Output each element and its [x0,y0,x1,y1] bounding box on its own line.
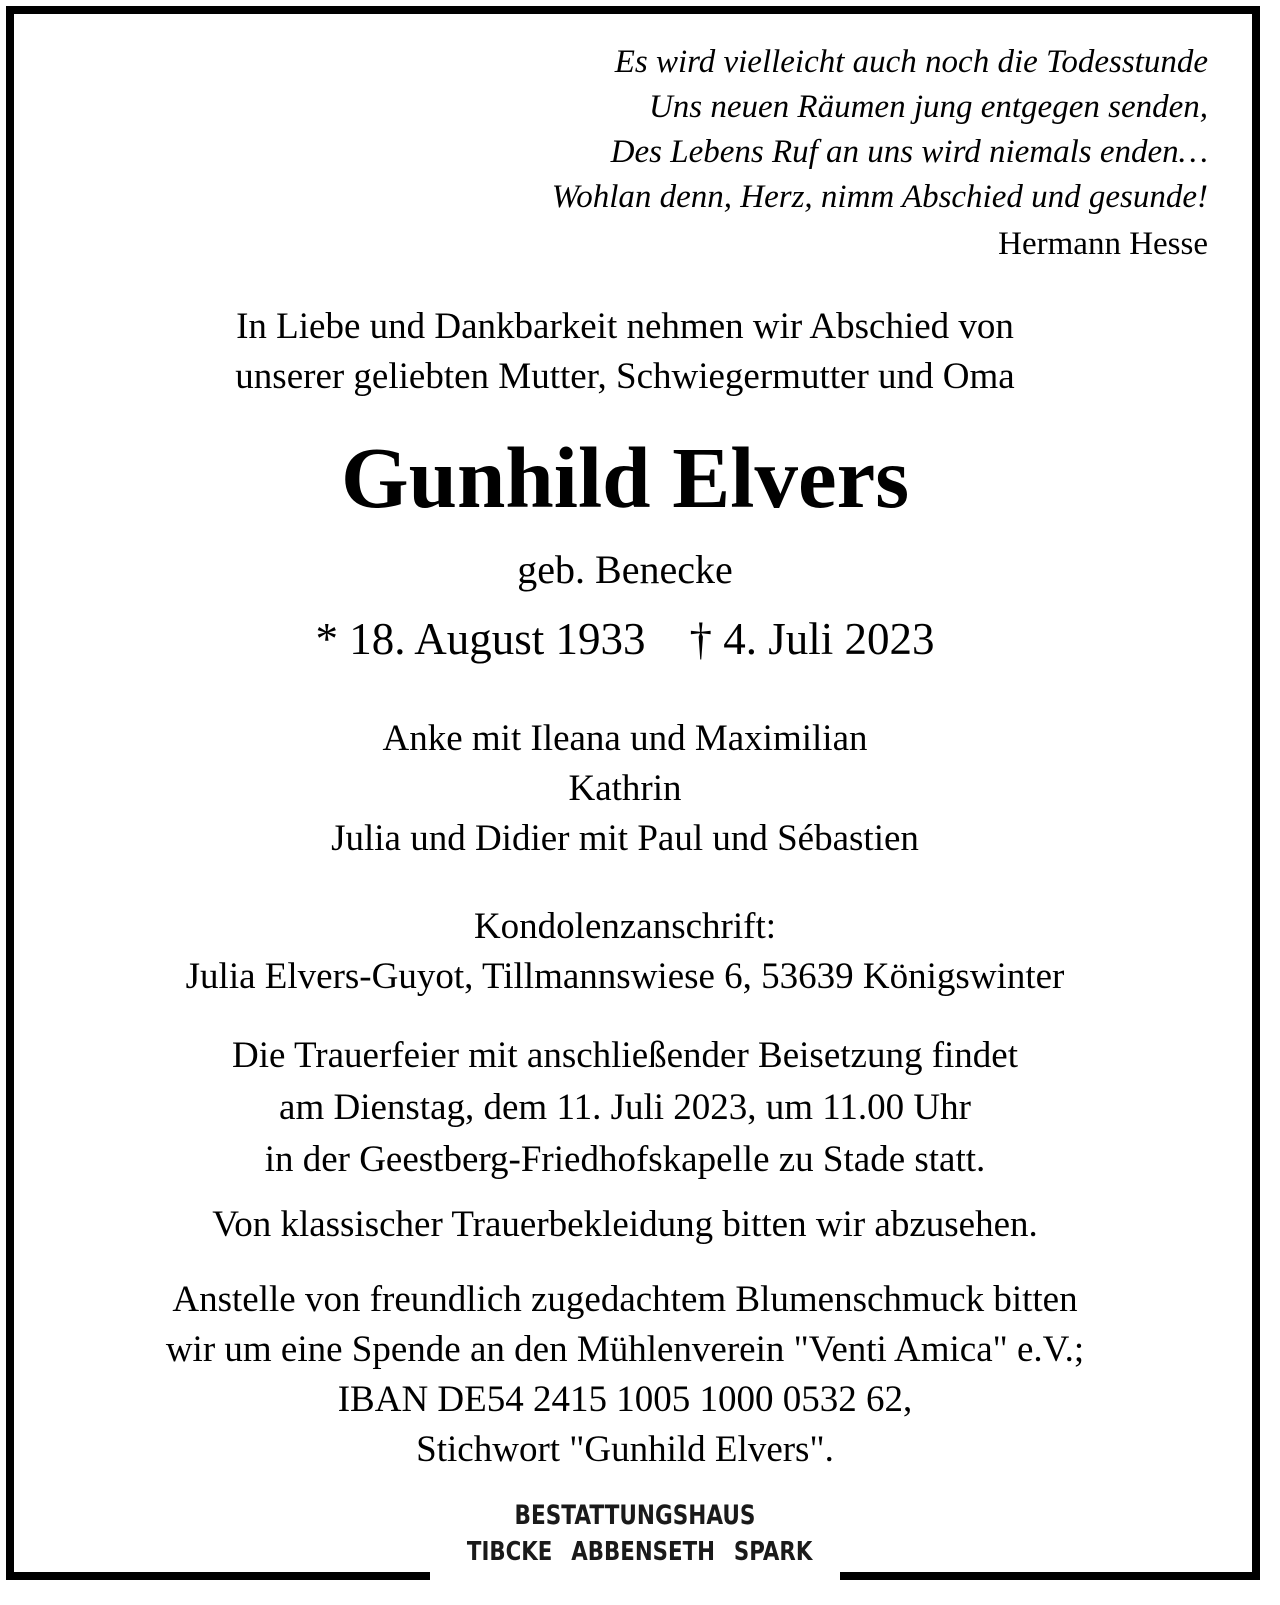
ceremony-line: am Dienstag, dem 11. Juli 2023, um 11.00 Uhr [279,1087,971,1128]
attire-note: Von klassischer Trauerbekleidung bitten wir abzusehen. [212,1204,1038,1245]
condolence-address [0,902,1250,1002]
intro-text [0,302,1250,402]
family-line: Anke mit Ileana und Maximilian [382,718,868,759]
poem-line: Des Lebens Ruf an uns wird niemals enden… [610,134,1208,170]
family-line: Kathrin [568,768,682,809]
maiden-name: geb. Benecke [517,547,733,592]
donation-line: IBAN DE54 2415 1005 1000 0532 62, [337,1379,913,1420]
ceremony-info [0,1030,1250,1186]
donation-line: Stichwort "Gunhild Elvers". [416,1429,834,1470]
ceremony-line: Die Trauerfeier mit anschließender Beisetzung findet [232,1035,1018,1076]
funeral-home-logo [430,1500,840,1568]
deceased-name: Gunhild Elvers [340,429,910,526]
donation-info [0,1275,1250,1475]
poem-line: Es wird vielleicht auch noch die Todesstunde [614,44,1208,80]
funeral-home-title: BESTATTUNGSHAUS [514,1500,756,1531]
death-date: † 4. Juli 2023 [689,614,935,664]
condolence-address-line: Julia Elvers-Guyot, Tillmannswiese 6, 53639 Königswinter [185,956,1065,997]
condolence-label: Kondolenzanschrift: [473,906,777,947]
poem-author: Hermann Hesse [998,226,1208,262]
life-dates [0,611,1250,667]
poem-line: Wohlan denn, Herz, nimm Abschied und gesunde! [551,179,1208,215]
funeral-home-names: TIBCKE ABBENSETH SPARK [466,1537,813,1567]
intro-line: In Liebe und Dankbarkeit nehmen wir Abschied von [236,306,1014,347]
birth-date: * 18. August 1933 [315,614,646,664]
poem-line: Uns neuen Räumen jung entgegen senden, [648,89,1208,125]
ceremony-line: in der Geestberg-Friedhofskapelle zu Stade statt. [264,1139,986,1180]
poem [552,40,1208,220]
intro-line: unserer geliebten Mutter, Schwiegermutter und Oma [235,356,1015,397]
family-list [0,714,1250,864]
family-line: Julia und Didier mit Paul und Sébastien [331,818,919,859]
donation-line: Anstelle von freundlich zugedachtem Blumenschmuck bitten [172,1279,1078,1320]
donation-line: wir um eine Spende an den Mühlenverein "Venti Amica" e.V.; [165,1329,1085,1370]
